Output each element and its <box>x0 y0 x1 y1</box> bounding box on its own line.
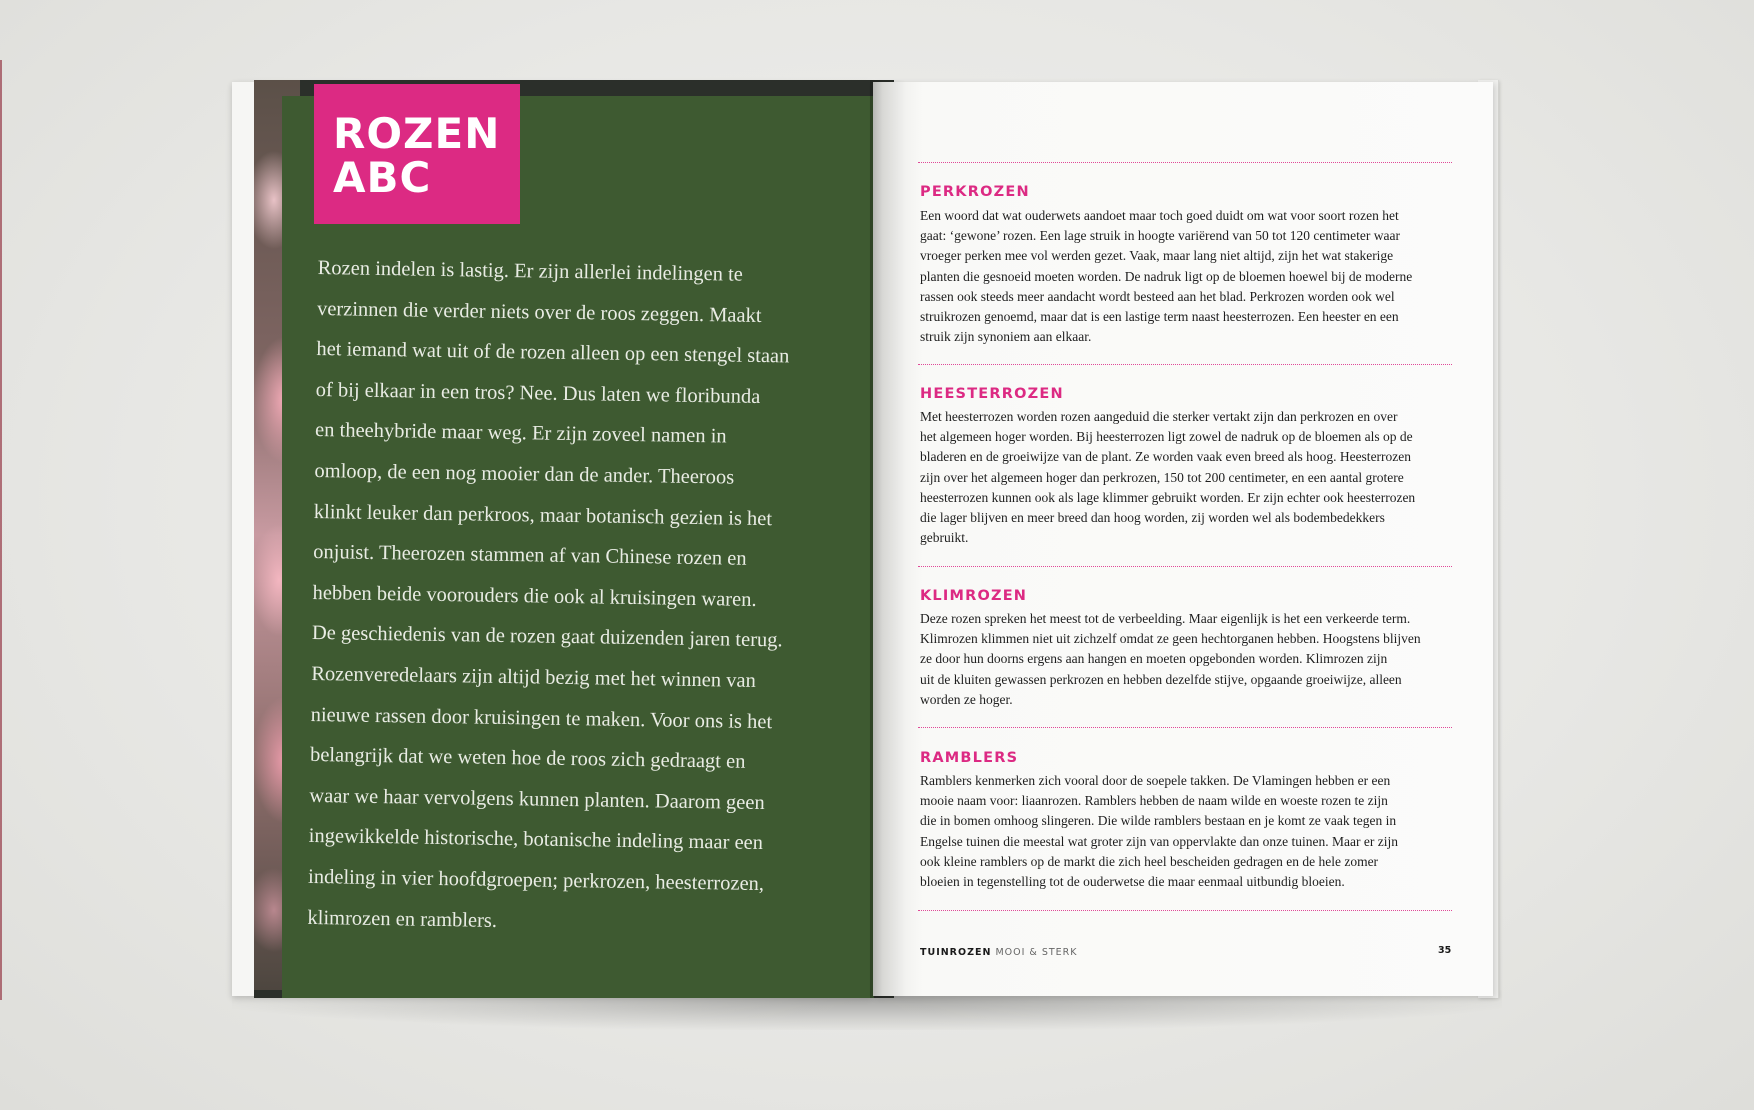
intro-line: of bij elkaar in een tros? Nee. Dus laten we floribunda <box>315 378 761 408</box>
section-body-ramblers <box>920 771 1460 892</box>
intro-line: en theehybride maar weg. Er zijn zoveel namen in <box>314 419 727 448</box>
body-line: bladeren en de groeiwijze van de plant. Ze worden vaak even breed als hoog. Heesterrozen <box>920 449 1412 465</box>
body-line: bloeien in tegenstelling tot de ouderwetse die maar eenmaal uitbundig bloeien. <box>920 874 1345 890</box>
chapter-title-block <box>314 84 520 224</box>
body-line: Klimrozen klimmen niet uit zichzelf omdat ze geen hechtorganen hebben. Hoogstens blijven <box>920 631 1421 647</box>
body-line: het algemeen hoger worden. Bij heesterrozen ligt zowel de nadruk op de bloemen als op de <box>920 429 1413 445</box>
intro-paragraph <box>307 248 818 946</box>
body-line: heesterrozen kunnen ook als lage klimmer gebruikt worden. Er zijn echter ook heesterrozen <box>920 489 1416 505</box>
intro-line: klimrozen en ramblers. <box>307 906 498 932</box>
intro-line: Rozenveredelaars zijn altijd bezig met het winnen van <box>311 662 757 692</box>
footer-book-title: TUINROZEN <box>920 947 992 958</box>
body-line: Een woord dat wat ouderwets aandoet maar toch goed duidt om wat voor soort rozen het <box>920 208 1399 223</box>
section-body-heesterrozen <box>920 407 1460 548</box>
edge-line <box>0 60 2 1000</box>
body-line: gaat: ‘gewone’ rozen. Een lage struik in hoogte variërend van 50 tot 120 centimeter waar <box>920 228 1400 244</box>
chapter-title-line-2: ABC <box>333 153 432 202</box>
footer-subtitle: MOOI & STERK <box>995 947 1078 958</box>
section-body-klimrozen <box>920 609 1460 710</box>
body-line: Engelse tuinen die meestal wat groter zijn van oppervlakte dan onze tuinen. Maar er zijn <box>920 833 1398 849</box>
body-line: gebruikt. <box>920 530 969 546</box>
page-number: 35 <box>1438 945 1452 956</box>
intro-line: De geschiedenis van de rozen gaat duizenden jaren terug. <box>311 622 783 652</box>
body-line: Ramblers kenmerken zich vooral door de soepele takken. De Vlamingen hebben er een <box>920 773 1391 788</box>
intro-line: het iemand wat uit of de rozen alleen op een stengel staan <box>316 338 790 368</box>
body-line: rassen ook steeds meer aandacht wordt besteed aan het blad. Perkrozen worden ook wel <box>920 288 1395 304</box>
body-line: die lager blijven en meer breed dan hoog worden, zij worden wel als bodembedekkers <box>920 510 1385 526</box>
intro-line: indeling in vier hoofdgroepen; perkrozen, heesterrozen, <box>307 865 765 895</box>
intro-line: ingewikkelde historische, botanische indeling maar een <box>308 825 764 855</box>
intro-line: nieuwe rassen door kruisingen te maken. Voor ons is het <box>310 703 773 733</box>
intro-line: hebben beide voorouders die ook al kruisingen waren. <box>312 581 757 611</box>
section-divider <box>918 727 1452 728</box>
chapter-title-line-1: ROZEN <box>333 109 501 158</box>
section-heading-perkrozen: PERKROZEN <box>920 184 1030 200</box>
section-divider <box>918 162 1452 163</box>
body-line: ook kleine ramblers op de markt die zich heel bescheiden gedragen en de hele zomer <box>920 853 1379 869</box>
intro-line: belangrijk dat we weten hoe de roos zich gedraagt en <box>309 744 746 773</box>
body-line: Met heesterrozen worden rozen aangeduid die sterker vertakt zijn dan perkrozen en over <box>920 409 1398 424</box>
body-line: ze door hun doorns ergens aan hangen en moeten opgebonden worden. Klimrozen zijn <box>920 651 1388 667</box>
section-body-perkrozen <box>920 206 1460 347</box>
body-line: Deze rozen spreken het meest tot de verbeelding. Maar eigenlijk is het een verkeerde term. <box>920 611 1411 626</box>
running-footer <box>920 947 1078 958</box>
intro-line: Rozen indelen is lastig. Er zijn allerlei indelingen te <box>317 256 744 286</box>
intro-line: omloop, de een nog mooier dan de ander. Theeroos <box>314 459 735 489</box>
intro-line: klinkt leuker dan perkroos, maar botanisch gezien is het <box>313 500 773 530</box>
intro-line: waar we haar vervolgens kunnen planten. Daarom geen <box>309 784 765 814</box>
body-line: zijn over het algemeen hoger dan perkrozen, 150 tot 200 centimeter, en een aantal grotere <box>920 469 1404 485</box>
section-divider <box>918 364 1452 365</box>
body-line: planten die gesnoeid moeten worden. De nadruk ligt op de bloemen hoewel bij de moderne <box>920 268 1413 284</box>
body-line: worden ze hoger. <box>920 691 1013 707</box>
body-line: struik zijn synoniem aan elkaar. <box>920 329 1092 345</box>
section-divider <box>918 910 1452 911</box>
section-heading-klimrozen: KLIMROZEN <box>920 588 1028 604</box>
body-line: struikrozen genoemd, maar dat is een lastige term naast heesterrozen. Een heester en een <box>920 309 1399 325</box>
body-line: uit de kluiten gewassen perkrozen en hebben dezelfde stijve, opgaande groeiwijze, alleen <box>920 671 1402 687</box>
body-line: vroeger perken mee vol werden gezet. Vaak, maar lang niet altijd, zijn het wat stakerige <box>920 248 1394 264</box>
section-heading-heesterrozen: HEESTERROZEN <box>920 386 1064 402</box>
section-divider <box>918 566 1452 567</box>
body-line: mooie naam voor: liaanrozen. Ramblers hebben de naam wilde en woeste rozen te zijn <box>920 793 1388 809</box>
body-line: die in bomen omhoog slingeren. Die wilde ramblers bestaan en je komt ze vaak tegen in <box>920 813 1397 829</box>
section-heading-ramblers: RAMBLERS <box>920 750 1019 766</box>
intro-line: verzinnen die verder niets over de roos zeggen. Maakt <box>316 297 762 327</box>
intro-line: onjuist. Theerozen stammen af van Chinese rozen en <box>313 541 747 570</box>
